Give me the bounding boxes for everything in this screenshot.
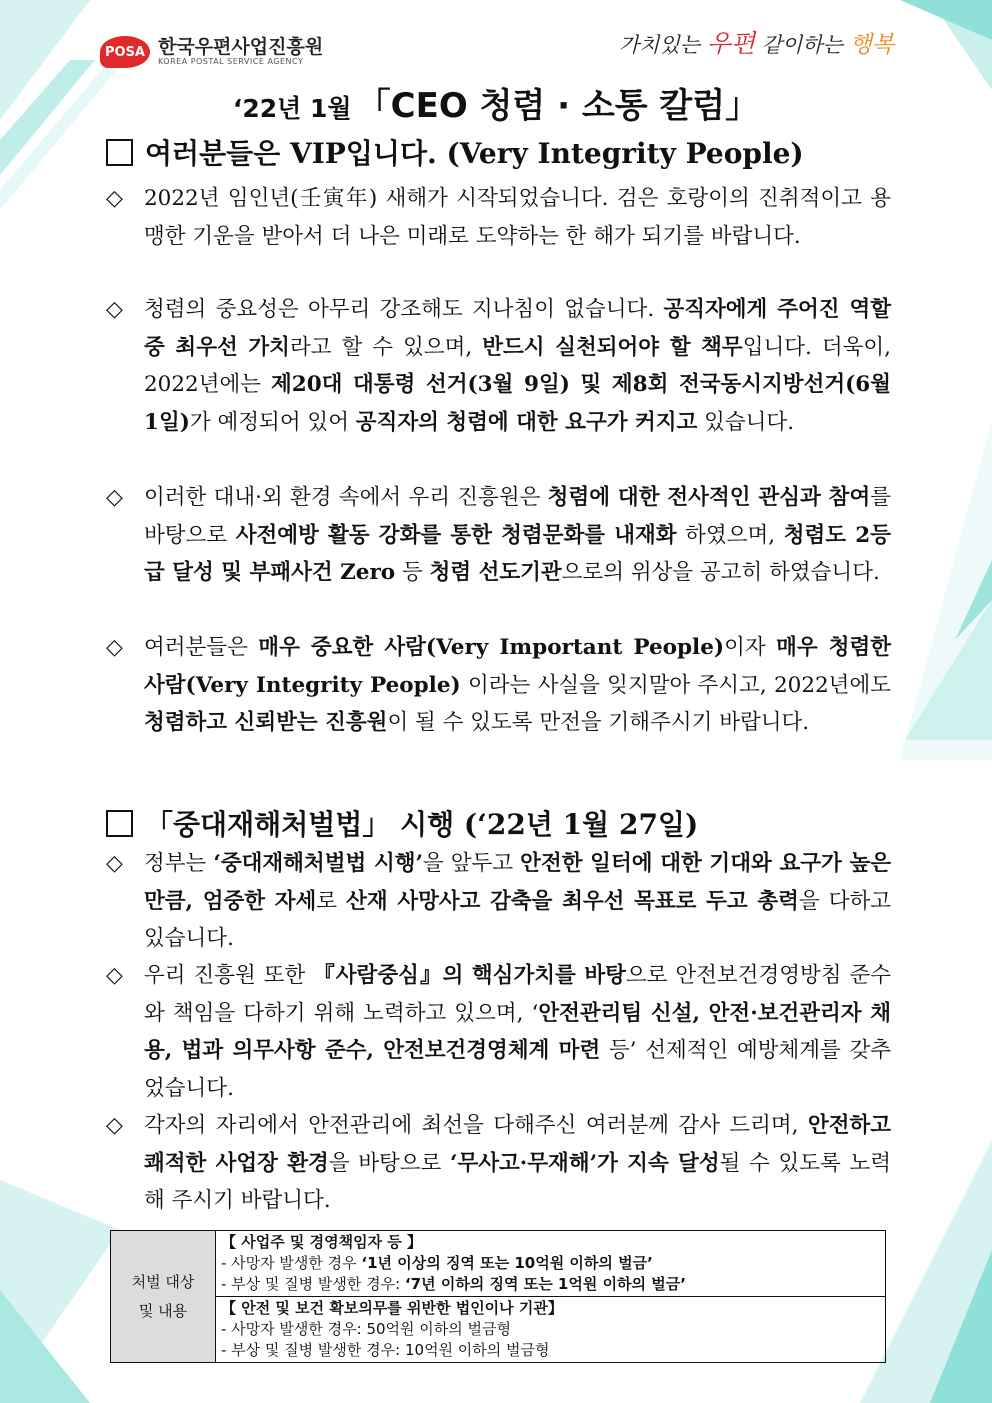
- logo-name-en: KOREA POSTAL SERVICE AGENCY: [158, 56, 304, 66]
- paragraph-text: 여러분들은 매우 중요한 사람(Very Important People)이자 매우 청렴한 사람(Very Integrity People) 이라는 사실을 잊지말아 주시고, 2022년에도 청렴하고 신뢰받는 진흥원이 될 수 있도록 만전을 기해주시기 바랍니다.: [144, 635, 892, 735]
- section-heading-vip: [106, 132, 804, 172]
- paragraph-agency-safety: [106, 957, 891, 1107]
- diamond-bullet-icon: ◇: [106, 297, 123, 322]
- diamond-bullet-icon: ◇: [106, 851, 123, 876]
- paragraph-text: 우리 진흥원 또한 『사람중심』의 핵심가치를 바탕으로 안전보건경영방침 준수와 책임을 다하기 위해 노력하고 있으며, ‘안전관리팀 신설, 안전·보건관리자 채용, 법과 의무사항 준수, 안전보건경영체계 마련 등’ 선제적인 예방체계를 갖추었습니다.: [144, 963, 892, 1101]
- table-row: [111, 1297, 886, 1363]
- penalty-table: [110, 1230, 886, 1363]
- penalty-line: - 사망자 발생한 경우 ‘1년 이상의 징역 또는 10억원 이하의 벌금’: [221, 1254, 653, 1272]
- penalty-line: - 부상 및 질병 발생한 경우: 10억원 이하의 벌금형: [221, 1341, 550, 1359]
- slogan-part-1: 가치있는: [618, 33, 701, 57]
- paragraph-text: 2022년 임인년(壬寅年) 새해가 시작되었습니다. 검은 호랑이의 진취적이고 용맹한 기운을 받아서 더 나은 미래로 도약하는 한 해가 되기를 바랍니다.: [144, 186, 891, 249]
- diamond-bullet-icon: ◇: [106, 1113, 123, 1138]
- section-heading-text: 여러분들은 VIP입니다. (Very Integrity People): [145, 137, 804, 170]
- paragraph-thanks: [106, 1107, 891, 1220]
- paragraph-text: 정부는 ‘중대재해처벌법 시행’을 앞두고 안전한 일터에 대한 기대와 요구가 높은 만큼, 엄중한 자세로 산재 사망사고 감축을 최우선 목표로 두고 총력을 다하고 있습니다.: [144, 851, 891, 951]
- page-title: [0, 78, 992, 127]
- paragraph-government-policy: [106, 845, 891, 958]
- paragraph-vip: [106, 629, 891, 742]
- table-head-line-2: 및 내용: [138, 1301, 188, 1320]
- section-heading-serious-accident-act: [106, 803, 698, 843]
- diamond-bullet-icon: ◇: [106, 186, 123, 211]
- table-cell-employer: [216, 1231, 886, 1297]
- logo-text: [158, 35, 324, 66]
- paragraph-new-year: [106, 180, 891, 255]
- penalty-line: - 부상 및 질병 발생한 경우: ‘7년 이하의 징역 또는 1억원 이하의 벌금’: [221, 1275, 686, 1293]
- penalty-line: - 사망자 발생한 경우: 50억원 이하의 벌금형: [221, 1320, 512, 1338]
- checkbox-square-icon: [106, 810, 133, 837]
- table-cell-corporation: [216, 1297, 886, 1363]
- table-row: [111, 1231, 886, 1297]
- paragraph-integrity-importance: [106, 291, 891, 441]
- slogan: [619, 24, 894, 60]
- diamond-bullet-icon: ◇: [106, 485, 123, 510]
- paragraph-text: 청렴의 중요성은 아무리 강조해도 지나침이 없습니다. 공직자에게 주어진 역할 중 최우선 가치라고 할 수 있으며, 반드시 실천되어야 할 책무입니다. 더욱이, 2022년에는 제20대 대통령 선거(3월 9일) 및 제8회 전국동시지방선거(6월 1일)가 예정되어 있어 공직자의 청렴에 대한 요구가 커지고 있습니다.: [144, 297, 892, 435]
- paragraph-agency-culture: [106, 479, 891, 592]
- logo-name: 한국우편사업진흥원: [158, 35, 324, 58]
- title-main: 「CEO 청렴 · 소통 칼럼」: [356, 86, 760, 126]
- title-prefix: ‘22년 1월: [232, 94, 352, 123]
- group-title: 【 안전 및 보건 확보의무를 위반한 법인이나 기관】: [221, 1299, 563, 1317]
- logo-badge: POSA: [100, 36, 150, 68]
- diamond-bullet-icon: ◇: [106, 963, 123, 988]
- posa-logo: [100, 32, 323, 72]
- slogan-part-3: 같이하는: [761, 33, 843, 57]
- table-head-line-1: 처벌 대상: [131, 1272, 195, 1291]
- teal-stripe-right: [900, 0, 992, 40]
- diamond-bullet-icon: ◇: [106, 635, 123, 660]
- slogan-part-4: 행복: [849, 32, 894, 58]
- table-head-cell: [111, 1231, 216, 1363]
- checkbox-square-icon: [106, 139, 133, 166]
- section-heading-text: 「중대재해처벌법」 시행 (‘22년 1월 27일): [145, 808, 699, 841]
- paragraph-text: 각자의 자리에서 안전관리에 최선을 다해주신 여러분께 감사 드리며, 안전하고 쾌적한 사업장 환경을 바탕으로 ‘무사고·무재해’가 지속 달성될 수 있도록 노력해 주시기 바랍니다.: [144, 1113, 892, 1213]
- group-title: 【 사업주 및 경영책임자 등 】: [221, 1233, 423, 1251]
- slogan-part-2: 우편: [706, 29, 756, 58]
- paragraph-text: 이러한 대내·외 환경 속에서 우리 진흥원은 청렴에 대한 전사적인 관심과 참여를 바탕으로 사전예방 활동 강화를 통한 청렴문화를 내재화 하였으며, 청렴도 2등급 달성 및 부패사건 Zero 등 청렴 선도기관으로의 위상을 공고히 하였습니다.: [144, 485, 891, 585]
